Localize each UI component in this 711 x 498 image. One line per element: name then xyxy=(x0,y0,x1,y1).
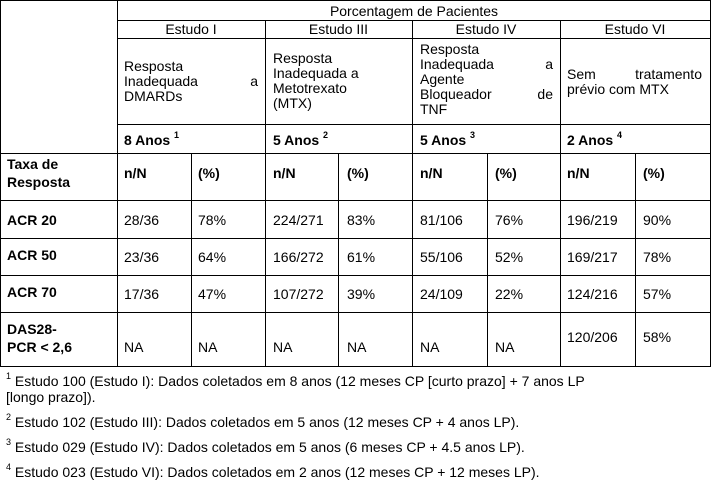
duration-estudo-6 xyxy=(567,132,622,148)
col-label-pct: (%) xyxy=(495,165,517,181)
row-header-label: Resposta xyxy=(7,174,71,190)
cell-value: 169/217 xyxy=(567,249,618,265)
duration-estudo-1 xyxy=(124,132,179,148)
population-estudo-3 xyxy=(273,51,407,111)
cell-value: 23/36 xyxy=(124,249,160,265)
duration-estudo-3 xyxy=(273,132,328,148)
table-line xyxy=(191,153,192,367)
cell-value: NA xyxy=(124,339,144,355)
footnote-2 xyxy=(6,414,519,430)
study-header: Estudo VI xyxy=(604,21,666,37)
cell-value: NA xyxy=(347,339,367,355)
cell-value: 76% xyxy=(495,212,524,228)
population-estudo-6 xyxy=(567,67,702,97)
table-line xyxy=(635,153,636,367)
col-label-nN: n/N xyxy=(124,165,147,181)
cell-value: NA xyxy=(495,339,515,355)
cell-value: 24/109 xyxy=(420,286,463,302)
footnote-ref: 4 xyxy=(617,130,623,141)
table-line xyxy=(117,0,118,367)
population-text: Sem xyxy=(567,66,596,82)
footnote-number: 2 xyxy=(6,412,12,423)
table-line xyxy=(560,20,561,367)
table-border-left xyxy=(0,0,1,367)
cell-value: NA xyxy=(420,339,440,355)
cell-value: 78% xyxy=(198,212,227,228)
footnote-text: [longo prazo]). xyxy=(6,389,96,405)
col-label-nN: n/N xyxy=(420,165,443,181)
population-text: a xyxy=(545,56,553,72)
population-estudo-1 xyxy=(124,59,258,104)
population-text: (MTX) xyxy=(273,95,312,111)
table-line xyxy=(0,200,711,201)
population-text: Bloqueador xyxy=(420,86,492,102)
footnote-ref: 1 xyxy=(174,130,180,141)
duration-label: 5 Anos xyxy=(420,132,467,148)
population-text: DMARDs xyxy=(124,88,183,104)
table-line xyxy=(117,38,711,39)
duration-label: 2 Anos xyxy=(567,132,614,148)
table-border-top xyxy=(0,0,711,1)
row-label: ACR 50 xyxy=(7,247,57,263)
footnote-number: 4 xyxy=(6,462,12,473)
population-text: TNF xyxy=(420,101,448,117)
study-header: Estudo IV xyxy=(455,21,517,37)
table-line xyxy=(487,153,488,367)
footnote-text: Estudo 023 (Estudo VI): Dados coletados em 2 anos (12 meses CP + 12 meses LP). xyxy=(14,464,540,480)
population-text: Resposta xyxy=(124,58,184,74)
table-line xyxy=(0,275,711,276)
duration-label: 5 Anos xyxy=(273,132,320,148)
col-label-nN: n/N xyxy=(567,165,590,181)
footnote-4 xyxy=(6,464,540,480)
population-text: Resposta xyxy=(420,41,480,57)
footnote-text: Estudo 029 (Estudo IV): Dados coletados em 5 anos (6 meses CP + 4.5 anos LP). xyxy=(14,439,525,455)
population-text: Inadequada xyxy=(124,73,198,89)
table-line xyxy=(338,153,339,367)
population-text: a xyxy=(250,73,258,89)
cell-value: 61% xyxy=(347,249,376,265)
cell-value: 81/106 xyxy=(420,212,463,228)
row-label: PCR < 2,6 xyxy=(7,339,72,355)
col-label-nN: n/N xyxy=(273,165,296,181)
cell-value: NA xyxy=(198,339,218,355)
footnote-text: Estudo 102 (Estudo III): Dados coletados em 5 anos (12 meses CP + 4 anos LP). xyxy=(14,414,520,430)
table-line xyxy=(412,20,413,367)
table-line xyxy=(0,312,711,313)
cell-value: 47% xyxy=(198,286,227,302)
study-header: Estudo III xyxy=(308,21,369,37)
footnote-3 xyxy=(6,439,525,455)
cell-value: 64% xyxy=(198,249,227,265)
cell-value: 52% xyxy=(495,249,524,265)
cell-value: 17/36 xyxy=(124,286,160,302)
cell-value: 107/272 xyxy=(273,286,324,302)
row-header-label: Taxa de xyxy=(7,156,59,172)
table-line xyxy=(0,153,711,154)
cell-value: 39% xyxy=(347,286,376,302)
cell-value: 166/272 xyxy=(273,249,324,265)
cell-value: 90% xyxy=(643,212,672,228)
cell-value: 57% xyxy=(643,286,672,302)
table-line xyxy=(117,124,711,125)
cell-value: 55/106 xyxy=(420,249,463,265)
table-border-bottom xyxy=(0,366,711,367)
population-text: Resposta xyxy=(273,50,333,66)
population-text: Inadequada xyxy=(420,56,494,72)
study-header: Estudo I xyxy=(165,21,217,37)
cell-value: 196/219 xyxy=(567,212,618,228)
population-text: prévio com MTX xyxy=(567,81,669,97)
row-label: ACR 70 xyxy=(7,284,57,300)
population-text: Metotrexato xyxy=(273,80,347,96)
cell-value: 224/271 xyxy=(273,212,324,228)
population-text: de xyxy=(537,86,553,102)
cell-value: 83% xyxy=(347,212,376,228)
cell-value: NA xyxy=(273,339,293,355)
percent-title: Porcentagem de Pacientes xyxy=(329,3,499,19)
population-text: tratamento xyxy=(635,66,702,82)
population-text: Agente xyxy=(420,71,465,87)
footnote-text: Estudo 100 (Estudo I): Dados coletados em 8 anos (12 meses CP [curto prazo] + 7 anos LP xyxy=(14,373,585,389)
cell-value: 28/36 xyxy=(124,212,160,228)
table-line xyxy=(0,238,711,239)
population-estudo-4 xyxy=(420,42,553,117)
cell-value: 78% xyxy=(643,249,672,265)
col-label-pct: (%) xyxy=(347,165,369,181)
footnote-1 xyxy=(6,373,585,405)
row-label: ACR 20 xyxy=(7,212,57,228)
cell-value: 124/216 xyxy=(567,286,618,302)
table-line xyxy=(265,20,266,367)
footnote-ref: 2 xyxy=(323,130,329,141)
population-text: Inadequada a xyxy=(273,65,359,81)
duration-label: 8 Anos xyxy=(124,132,171,148)
footnote-number: 3 xyxy=(6,437,12,448)
row-label: DAS28- xyxy=(7,321,57,337)
footnote-ref: 3 xyxy=(470,130,476,141)
duration-estudo-4 xyxy=(420,132,475,148)
col-label-pct: (%) xyxy=(198,165,220,181)
footnote-number: 1 xyxy=(6,371,12,382)
cell-value: 22% xyxy=(495,286,524,302)
cell-value: 58% xyxy=(643,329,672,345)
cell-value: 120/206 xyxy=(567,329,618,345)
col-label-pct: (%) xyxy=(643,165,665,181)
